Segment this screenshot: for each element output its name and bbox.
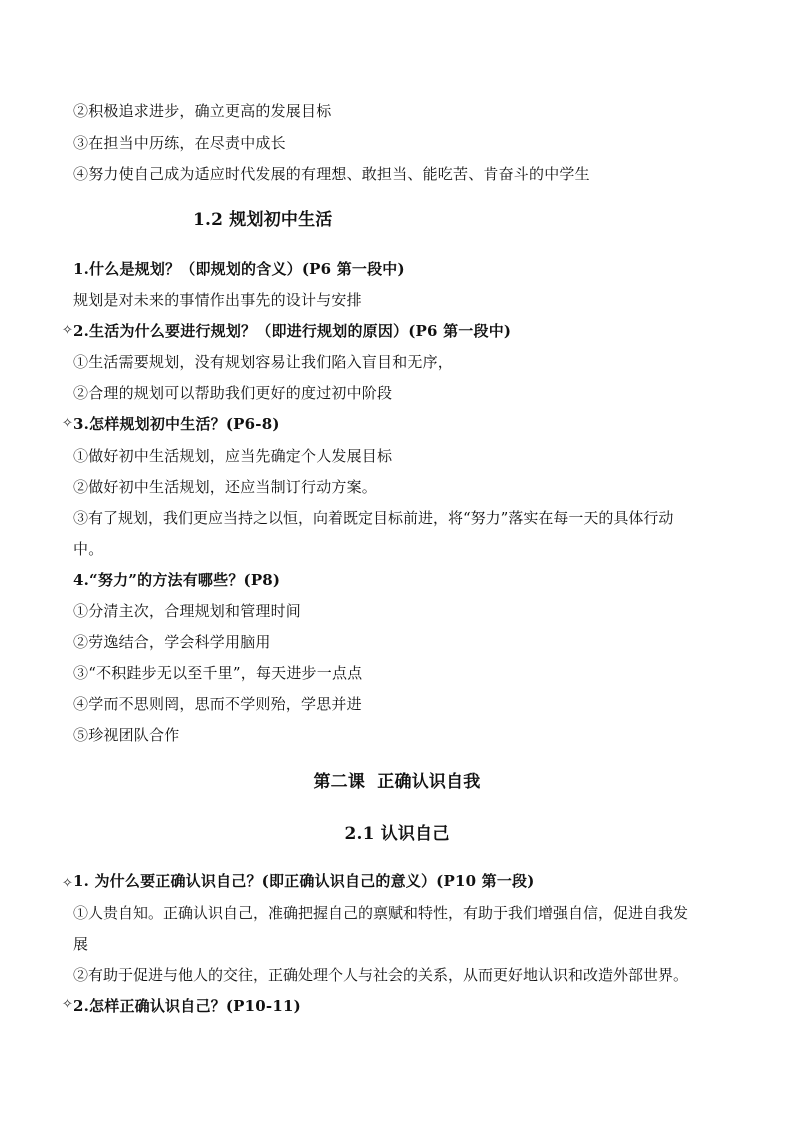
question-1: 1.什么是规划？（即规划的含义）(P6 第一段中)	[73, 260, 405, 278]
section-title-1-2: 1.2 规划初中生活	[193, 210, 333, 230]
answer-2-1-1a-cont: 展	[73, 935, 89, 953]
answer-3-1: ①做好初中生活规划，应当先确定个人发展目标	[73, 447, 393, 465]
answer-4-1: ①分清主次，合理规划和管理时间	[73, 602, 302, 620]
answer-4-3: ③“不积跬步无以至千里”，每天进步一点点	[73, 664, 363, 682]
answer-4-2: ②劳逸结合，学会科学用脑用	[73, 633, 271, 651]
intro-item-3: ③在担当中历练，在尽责中成长	[73, 134, 286, 152]
answer-3-3-cont: 中。	[73, 540, 104, 558]
question-4: 4.“努力”的方法有哪些？(P8)	[73, 571, 281, 589]
intro-item-4: ④努力使自己成为适应时代发展的有理想、敢担当、能吃苦、肯奋斗的中学生	[73, 165, 590, 183]
star-icon: ✧	[62, 876, 73, 891]
answer-4-4: ④学而不思则罔，思而不学则殆，学思并进	[73, 695, 362, 713]
question-2-1-1: 1. 为什么要正确认识自己？(即正确认识自己的意义）(P10 第一段)	[73, 872, 535, 890]
answer-3-2: ②做好初中生活规划，还应当制订行动方案。	[73, 478, 378, 496]
question-2-1-2: 2.怎样正确认识自己？(P10-11)	[73, 997, 301, 1015]
answer-2-2: ②合理的规划可以帮助我们更好的度过初中阶段	[73, 384, 393, 402]
lesson-title: 第二课 正确认识自我	[313, 772, 481, 792]
answer-2-1-1b: ②有助于促进与他人的交往，正确处理个人与社会的关系，从而更好地认识和改造外部世界。	[73, 966, 689, 984]
section-title-2-1: 2.1 认识自己	[344, 824, 450, 844]
answer-1: 规划是对未来的事情作出事先的设计与安排	[73, 291, 362, 309]
answer-3-3: ③有了规划，我们更应当持之以恒，向着既定目标前进，将“努力”落实在每一天的具体行动	[73, 509, 674, 527]
question-2: 2.生活为什么要进行规划？（即进行规划的原因）(P6 第一段中)	[73, 322, 512, 340]
star-icon: ✧	[62, 997, 73, 1012]
star-icon: ✧	[62, 323, 73, 338]
answer-2-1-1a: ①人贵自知。正确认识自己，准确把握自己的禀赋和特性，有助于我们增强自信，促进自我发	[73, 904, 689, 922]
question-3: 3.怎样规划初中生活？(P6-8)	[73, 415, 280, 433]
answer-4-5: ⑤珍视团队合作	[73, 726, 180, 744]
star-icon: ✧	[62, 416, 73, 431]
answer-2-1: ①生活需要规划，没有规划容易让我们陷入盲目和无序，	[73, 353, 454, 371]
intro-item-2: ②积极追求进步，确立更高的发展目标	[73, 102, 332, 120]
